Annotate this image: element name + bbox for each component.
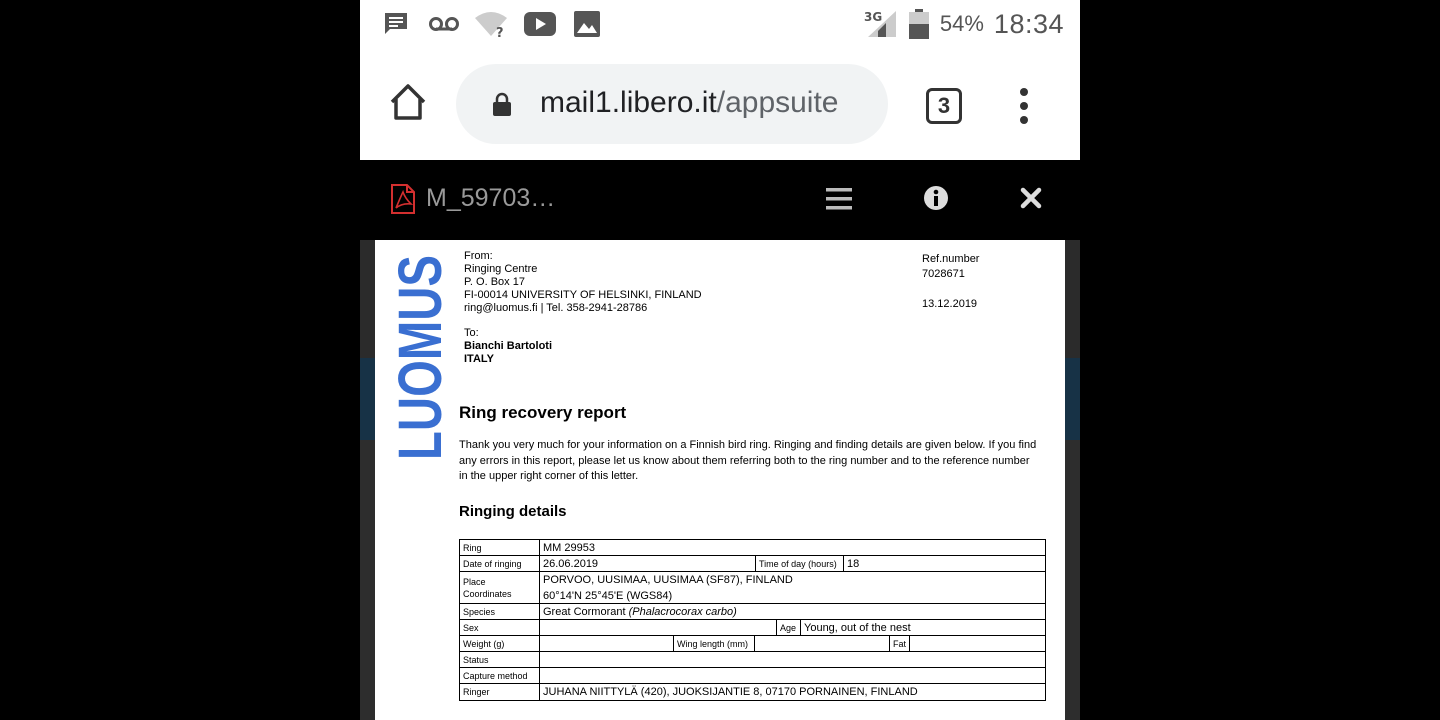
cell-divider <box>889 636 890 651</box>
ring-label: Ring <box>463 543 482 553</box>
tab-switcher-button[interactable]: 3 <box>926 88 962 124</box>
table-row-place <box>460 572 1045 604</box>
list-menu-icon[interactable] <box>826 188 852 210</box>
file-name: M_59703… <box>426 184 556 212</box>
place-label: Place <box>463 577 486 587</box>
signal-icon <box>864 9 898 39</box>
lock-icon <box>492 92 512 116</box>
home-icon[interactable] <box>386 80 430 124</box>
close-icon[interactable] <box>1020 187 1042 209</box>
cell-divider <box>754 636 755 651</box>
phone-screen <box>360 0 1080 720</box>
to-label: To: <box>464 327 479 339</box>
intro-paragraph: Thank you very much for your information on a Finnish bird ring. Ringing and finding details are given below. If you find any errors in this report, please let us know about them referring both to the ring number and to the reference number in the upper right corner of this letter. <box>459 439 1037 482</box>
url-text[interactable] <box>540 86 839 120</box>
wifi-unknown-icon <box>474 10 510 41</box>
message-icon <box>382 10 410 38</box>
ref-label: Ref.number <box>922 253 980 265</box>
table-row-status <box>460 652 1045 668</box>
browser-toolbar <box>360 48 1080 160</box>
from-line: Ringing Centre <box>464 263 538 275</box>
info-icon[interactable] <box>923 185 949 211</box>
time-label: Time of day (hours) <box>759 559 837 569</box>
table-row-ring <box>460 540 1045 556</box>
species-name: Great Cormorant <box>543 606 626 618</box>
reference-block <box>922 252 979 312</box>
letter-date: 13.12.2019 <box>922 298 978 310</box>
ringer-value: JUHANA NIITTYLÄ (420), JUOKSIJANTIE 8, 07170 PORNAINEN, FINLAND <box>543 686 918 698</box>
weight-label: Weight (g) <box>463 639 505 649</box>
from-line: FI-00014 UNIVERSITY OF HELSINKI, FINLAND <box>464 289 702 301</box>
table-row-species <box>460 604 1045 620</box>
section-title-ringing-details: Ringing details <box>459 503 567 520</box>
coordinates-label: Coordinates <box>463 589 512 599</box>
table-row-capture <box>460 668 1045 684</box>
ringing-details-table <box>459 539 1046 701</box>
cell-divider <box>909 636 910 651</box>
document-viewer-toolbar <box>360 160 1080 240</box>
cell-divider <box>673 636 674 651</box>
ring-value: MM 29953 <box>543 542 595 554</box>
cell-divider <box>776 620 777 635</box>
url-host: mail1.libero.it <box>540 86 717 119</box>
ref-number: 7028671 <box>922 268 965 280</box>
pdf-file-icon <box>390 184 416 214</box>
luomus-logo <box>386 195 454 465</box>
age-value: Young, out of the nest <box>804 622 911 634</box>
sex-label: Sex <box>463 623 479 633</box>
address-bar[interactable] <box>456 64 888 144</box>
from-block <box>464 250 702 315</box>
species-value <box>543 605 737 619</box>
date-label: Date of ringing <box>463 559 522 569</box>
svg-text:?: ? <box>496 26 504 41</box>
time-value: 18 <box>847 558 860 570</box>
url-path: /appsuite <box>716 86 839 119</box>
table-row-date <box>460 556 1045 572</box>
table-row-sex <box>460 620 1045 636</box>
from-line: ring@luomus.fi | Tel. 358-2941-28786 <box>464 302 648 314</box>
capture-method-label: Capture method <box>463 671 528 681</box>
battery-icon <box>908 9 930 39</box>
from-line: P. O. Box 17 <box>464 276 525 288</box>
recipient-country: ITALY <box>464 353 494 365</box>
from-label: From: <box>464 250 493 262</box>
youtube-icon <box>524 12 556 36</box>
fat-label: Fat <box>893 639 907 649</box>
cell-divider <box>800 620 801 635</box>
report-title: Ring recovery report <box>459 403 627 422</box>
place-value: PORVOO, UUSIMAA, UUSIMAA (SF87), FINLAND <box>543 574 793 586</box>
status-label: Status <box>463 655 489 665</box>
coordinates-value: 60°14'N 25°45'E (WGS84) <box>543 590 673 602</box>
species-label: Species <box>463 607 496 617</box>
clock: 18:34 <box>993 8 1064 39</box>
table-row-ringer <box>460 684 1045 699</box>
cell-divider <box>843 556 844 571</box>
date-value: 26.06.2019 <box>543 558 599 570</box>
recipient-name: Bianchi Bartoloti <box>464 340 553 352</box>
voicemail-icon <box>428 14 460 34</box>
species-latin: (Phalacrocorax carbo) <box>628 606 737 618</box>
svg-text:LUOMUS: LUOMUS <box>386 195 454 460</box>
ringer-label: Ringer <box>463 687 490 697</box>
battery-percent: 54% <box>939 11 984 36</box>
image-icon <box>574 11 600 37</box>
status-bar <box>360 0 1080 48</box>
cell-divider <box>755 556 756 571</box>
overflow-menu-icon[interactable] <box>1012 86 1036 126</box>
table-row-weight <box>460 636 1045 652</box>
to-block <box>464 327 552 366</box>
age-label: Age <box>780 623 797 633</box>
network-type: 3G <box>863 10 883 24</box>
wing-length-label: Wing length (mm) <box>677 639 749 649</box>
